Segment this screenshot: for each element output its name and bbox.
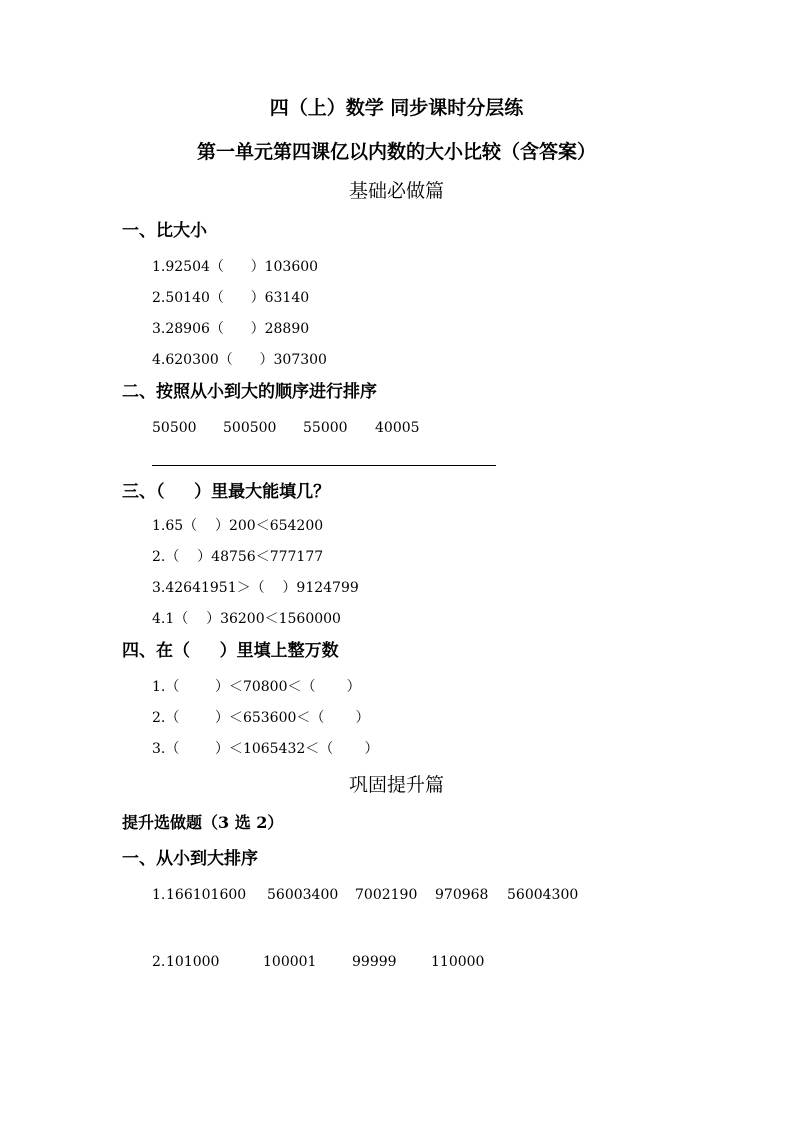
advanced-row1-number-1: 166101600 bbox=[166, 887, 247, 903]
lesson-title: 第一单元第四课亿以内数的大小比较（含答案） bbox=[196, 141, 596, 163]
part3-item-1: 1.65（ ）200＜654200 bbox=[152, 518, 324, 534]
advanced-row1-number-5: 56004300 bbox=[507, 887, 579, 903]
part1-item-2: 2.50140（ ）63140 bbox=[152, 290, 310, 306]
part2-number-3: 55000 bbox=[303, 420, 348, 436]
advanced-row2-number-2: 100001 bbox=[263, 954, 317, 970]
advanced-row2-number-1: 101000 bbox=[166, 954, 220, 970]
part4-item-1: 1.（ ）＜70800＜（ ） bbox=[152, 679, 361, 695]
basic-section-title: 基础必做篇 bbox=[348, 180, 444, 202]
advanced-row1-number-2: 56003400 bbox=[267, 887, 339, 903]
part1-item-4: 4.620300（ ）307300 bbox=[152, 352, 327, 368]
advanced-row2-number-4: 110000 bbox=[431, 954, 485, 970]
part2-heading: 二、按照从小到大的顺序进行排序 bbox=[122, 382, 377, 402]
part1-item-3: 3.28906（ ）28890 bbox=[152, 321, 310, 337]
part2-number-1: 50500 bbox=[152, 420, 197, 436]
part2-number-2: 500500 bbox=[223, 420, 277, 436]
advanced-row2-number-3: 99999 bbox=[352, 954, 397, 970]
advanced-row1-label: 1. bbox=[152, 887, 166, 903]
advanced-heading: 一、从小到大排序 bbox=[122, 849, 258, 869]
part3-item-4: 4.1（ ）36200＜1560000 bbox=[152, 611, 341, 627]
advanced-row1-number-4: 970968 bbox=[435, 887, 489, 903]
choice-note: 提升选做题（3 选 2） bbox=[122, 813, 284, 832]
part1-heading: 一、比大小 bbox=[122, 221, 207, 241]
part3-heading: 三、（ ）里最大能填几？ bbox=[122, 482, 331, 502]
part4-heading: 四、在（ ）里填上整万数 bbox=[122, 641, 339, 661]
part2-number-4: 40005 bbox=[375, 420, 420, 436]
part1-item-1: 1.92504（ ）103600 bbox=[152, 259, 319, 275]
answer-line bbox=[152, 465, 496, 466]
part3-item-3: 3.42641951＞（ ）9124799 bbox=[152, 580, 359, 596]
advanced-row1-number-3: 7002190 bbox=[355, 887, 418, 903]
page-title: 四（上）数学 同步课时分层练 bbox=[269, 97, 524, 119]
advanced-row2-label: 2. bbox=[152, 954, 166, 970]
advanced-section-title: 巩固提升篇 bbox=[348, 774, 444, 796]
part3-item-2: 2.（ ）48756＜777177 bbox=[152, 549, 324, 565]
part4-item-2: 2.（ ）＜653600＜（ ） bbox=[152, 710, 370, 726]
part4-item-3: 3.（ ）＜1065432＜（ ） bbox=[152, 741, 379, 757]
